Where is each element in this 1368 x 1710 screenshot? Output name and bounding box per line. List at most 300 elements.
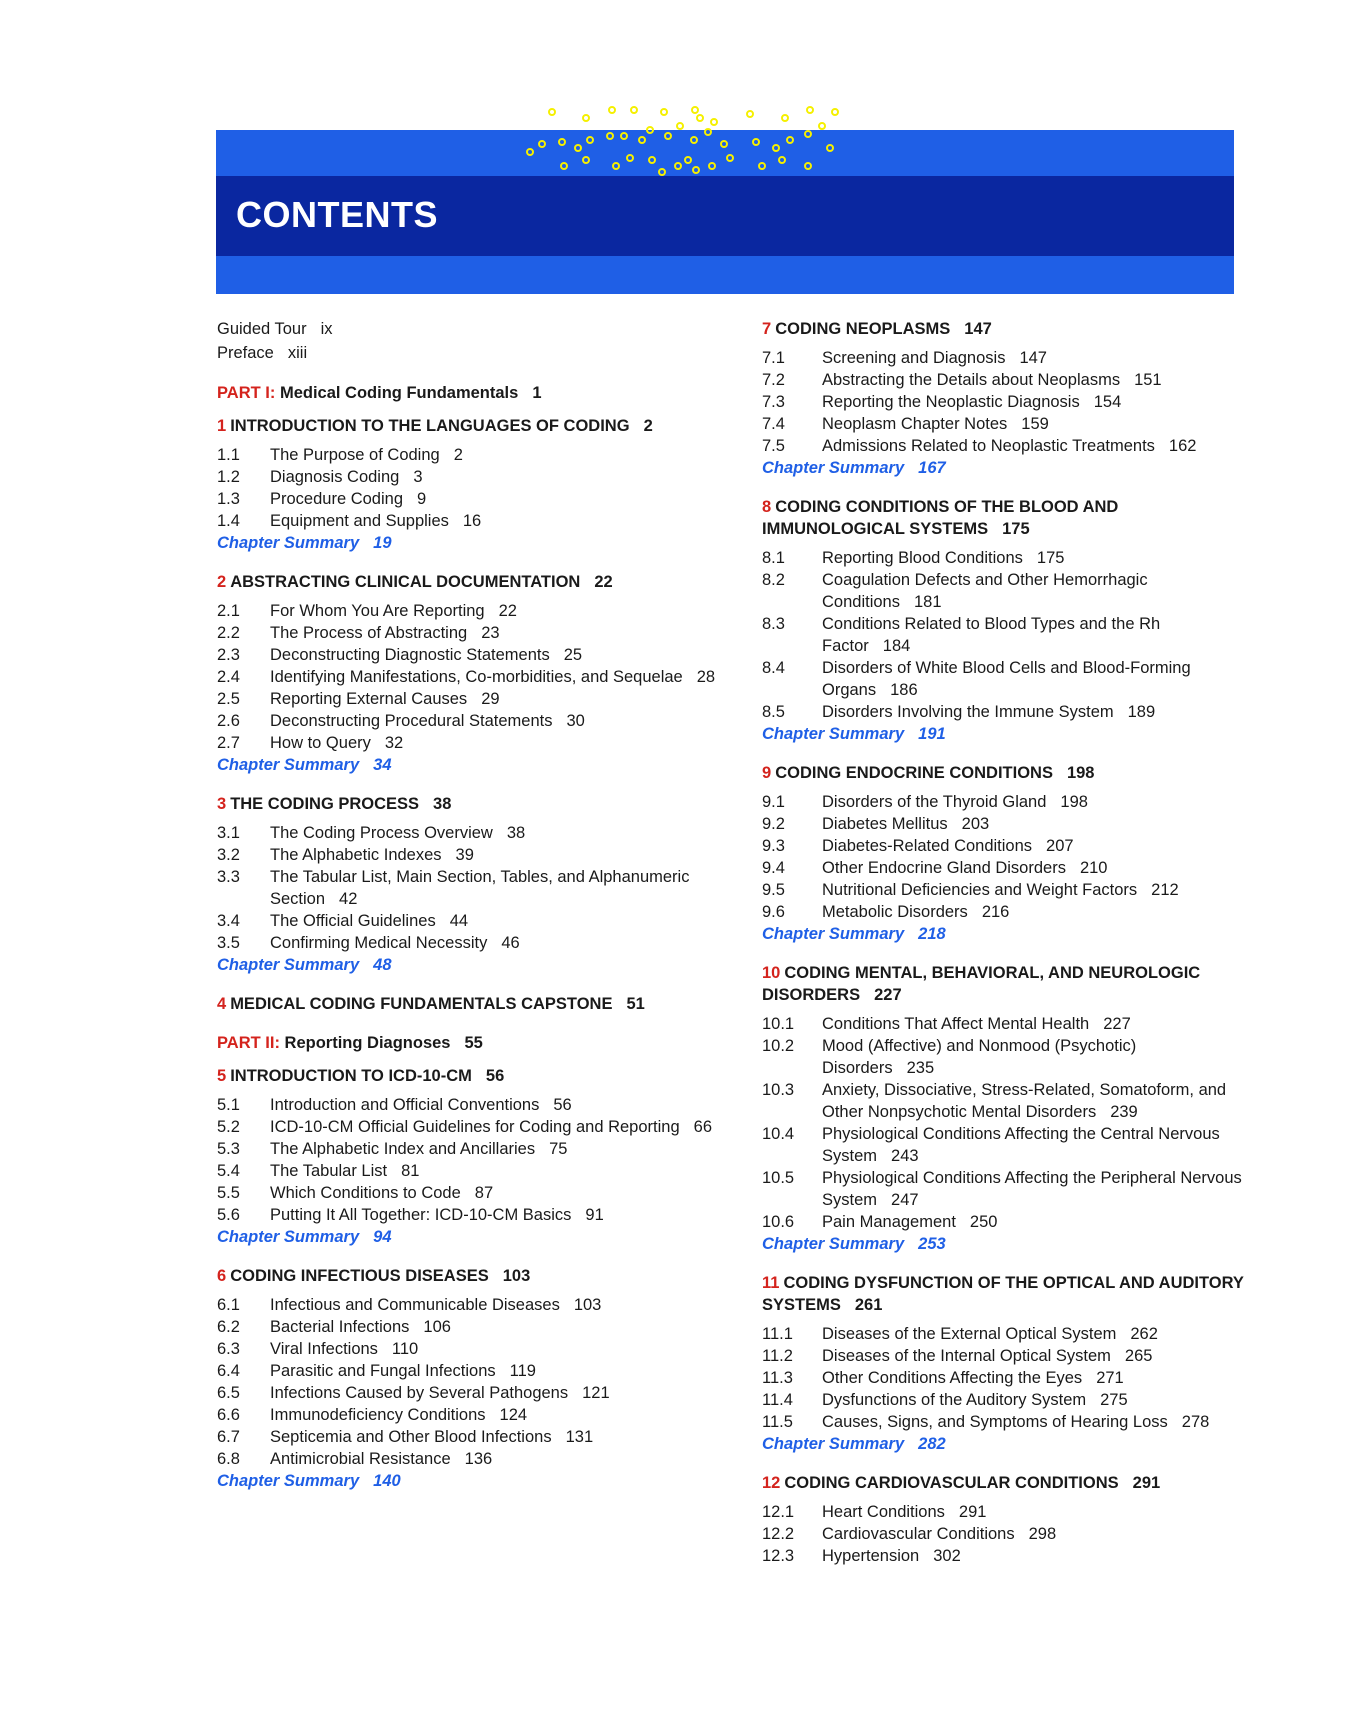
decorative-dot: [747, 111, 753, 117]
decorative-dot: [675, 163, 681, 169]
section-title: Conditions Related to Blood Types and the Rh Factor: [822, 615, 1161, 655]
section-title: The Coding Process Overview: [270, 824, 493, 842]
decorative-dot: [709, 163, 715, 169]
section-entry: [217, 466, 737, 488]
section-title-wrap: [270, 666, 737, 688]
section-number: 2.1: [217, 602, 240, 620]
chapter-number: 5: [217, 1067, 227, 1085]
section-entry: [217, 710, 737, 732]
section-entry: [217, 1116, 737, 1138]
toc-part-heading: [217, 1032, 737, 1054]
section-entry: [217, 1426, 737, 1448]
summary-page: 94: [373, 1228, 392, 1246]
decorative-dot: [692, 107, 698, 113]
section-title: How to Query: [270, 734, 371, 752]
chapter-page: 227: [874, 986, 902, 1004]
entry-page: xiii: [287, 344, 308, 362]
section-title-wrap: [822, 435, 1252, 457]
section-number: 8.4: [762, 659, 785, 677]
section-number: 5.2: [217, 1118, 240, 1136]
section-title-wrap: [270, 600, 737, 622]
chapter-title: CODING NEOPLASMS: [775, 320, 951, 338]
decorative-dot: [677, 123, 683, 129]
section-entry: [762, 1079, 1252, 1123]
section-entry: [762, 435, 1252, 457]
decorative-dot: [665, 133, 671, 139]
toc-chapter-block: [762, 318, 1252, 479]
section-title: The Purpose of Coding: [270, 446, 440, 464]
chapter-number: 8: [762, 498, 772, 516]
chapter-number: 2: [217, 573, 227, 591]
section-title: ICD-10-CM Official Guidelines for Coding and Reporting: [270, 1118, 680, 1136]
chapter-summary-link[interactable]: [217, 1226, 737, 1248]
section-page: 23: [481, 624, 500, 642]
decorative-dot: [819, 123, 825, 129]
section-title: Immunodeficiency Conditions: [270, 1406, 486, 1424]
section-number: 10.4: [762, 1125, 795, 1143]
section-page: 302: [933, 1547, 961, 1565]
section-number: 11.1: [762, 1325, 793, 1343]
summary-page: 253: [918, 1235, 946, 1253]
section-entry: [217, 688, 737, 710]
decorative-dot: [697, 115, 703, 121]
chapter-heading: [762, 762, 1252, 784]
decorative-dot: [779, 157, 785, 163]
section-page: 110: [391, 1340, 419, 1358]
section-page: 3: [413, 468, 423, 486]
decorative-dot: [609, 107, 615, 113]
section-title: Reporting the Neoplastic Diagnosis: [822, 393, 1080, 411]
section-title-wrap: [270, 1382, 737, 1404]
decorative-dot: [759, 163, 765, 169]
section-title-wrap: [822, 569, 1252, 613]
section-title-wrap: [822, 1035, 1252, 1079]
decorative-dot: [773, 145, 779, 151]
section-title-wrap: [822, 1211, 1252, 1233]
section-page: 154: [1093, 393, 1122, 411]
section-page: 29: [481, 690, 500, 708]
section-title: Reporting External Causes: [270, 690, 468, 708]
section-page: 44: [449, 912, 469, 930]
section-entry: [217, 1138, 737, 1160]
section-entry: [217, 844, 737, 866]
section-entry: [217, 910, 737, 932]
chapter-title: THE CODING PROCESS: [230, 795, 420, 813]
summary-label: Chapter Summary: [217, 1228, 360, 1246]
decorative-dot: [827, 145, 833, 151]
section-title-wrap: [822, 1013, 1252, 1035]
section-number: 2.6: [217, 712, 240, 730]
decorative-dot: [559, 139, 565, 145]
chapter-heading: [217, 793, 737, 815]
section-title-wrap: [270, 622, 737, 644]
section-page: 203: [961, 815, 990, 833]
section-title: Neoplasm Chapter Notes: [822, 415, 1008, 433]
section-number: 5.4: [217, 1162, 240, 1180]
section-title-wrap: [822, 1389, 1252, 1411]
banner-band-bottom: [216, 256, 1234, 294]
section-page: 136: [464, 1450, 493, 1468]
section-title-wrap: [822, 1123, 1252, 1167]
section-number: 10.2: [762, 1037, 795, 1055]
section-entry: [217, 622, 737, 644]
section-number: 9.2: [762, 815, 785, 833]
section-page: 56: [553, 1096, 572, 1114]
section-title: Introduction and Official Conventions: [270, 1096, 540, 1114]
section-page: 147: [1019, 349, 1047, 367]
decorative-dot: [621, 133, 627, 139]
chapter-page: 56: [485, 1067, 505, 1085]
section-number: 6.6: [217, 1406, 240, 1424]
section-number: 1.4: [217, 512, 240, 530]
toc-front-entry: [217, 318, 737, 340]
section-page: 184: [882, 637, 911, 655]
section-title: Hypertension: [822, 1547, 920, 1565]
section-entry: [762, 857, 1252, 879]
chapter-summary-link[interactable]: [217, 532, 737, 554]
chapter-page: 175: [1002, 520, 1030, 538]
section-entry: [762, 347, 1252, 369]
section-number: 6.8: [217, 1450, 240, 1468]
section-title: Admissions Related to Neoplastic Treatments: [822, 437, 1155, 455]
chapter-page: 261: [854, 1296, 883, 1314]
section-title: Parasitic and Fungal Infections: [270, 1362, 496, 1380]
section-entry: [762, 701, 1252, 723]
section-number: 11.3: [762, 1369, 793, 1387]
chapter-page: 147: [964, 320, 992, 338]
section-page: 28: [696, 668, 716, 686]
section-page: 271: [1096, 1369, 1124, 1387]
chapter-number: 9: [762, 764, 772, 782]
section-entry: [762, 1501, 1252, 1523]
section-title: The Alphabetic Index and Ancillaries: [270, 1140, 536, 1158]
section-number: 6.2: [217, 1318, 240, 1336]
chapter-heading: [762, 962, 1252, 1006]
section-page: 124: [499, 1406, 528, 1424]
section-title: The Tabular List: [270, 1162, 388, 1180]
section-page: 162: [1168, 437, 1197, 455]
section-title: Causes, Signs, and Symptoms of Hearing Loss: [822, 1413, 1168, 1431]
chapter-title: ABSTRACTING CLINICAL DOCUMENTATION: [230, 573, 581, 591]
section-title-wrap: [822, 1345, 1252, 1367]
toc-chapter-block: [217, 793, 737, 976]
section-entry: [217, 732, 737, 754]
section-number: 8.3: [762, 615, 785, 633]
chapter-number: 1: [217, 417, 227, 435]
summary-label: Chapter Summary: [762, 459, 905, 477]
section-number: 5.6: [217, 1206, 240, 1224]
toc-left-column: [217, 318, 737, 1509]
section-number: 2.5: [217, 690, 240, 708]
section-title: Coagulation Defects and Other Hemorrhagic Conditions: [822, 571, 1148, 611]
section-entry: [217, 1404, 737, 1426]
chapter-page: 291: [1132, 1474, 1161, 1492]
chapter-heading: [217, 415, 737, 437]
section-title: The Tabular List, Main Section, Tables, and Alphanumeric Section: [270, 868, 690, 908]
chapter-summary-link[interactable]: [762, 1433, 1252, 1455]
chapter-summary-link[interactable]: [217, 754, 737, 776]
part-page: 55: [464, 1034, 483, 1052]
decorative-dot: [805, 131, 811, 137]
section-title: Deconstructing Procedural Statements: [270, 712, 553, 730]
summary-label: Chapter Summary: [762, 1435, 905, 1453]
section-title-wrap: [822, 1323, 1252, 1345]
section-page: 298: [1028, 1525, 1057, 1543]
section-entry: [217, 1094, 737, 1116]
section-number: 2.4: [217, 668, 240, 686]
section-number: 2.7: [217, 734, 240, 752]
decorative-dot: [639, 137, 645, 143]
section-number: 11.5: [762, 1413, 793, 1431]
chapter-number: 10: [762, 964, 781, 982]
section-number: 9.4: [762, 859, 785, 877]
section-title-wrap: [270, 688, 737, 710]
section-entry: [762, 879, 1252, 901]
section-number: 8.1: [762, 549, 785, 567]
chapter-heading: [217, 1065, 737, 1087]
section-title: Diseases of the External Optical System: [822, 1325, 1117, 1343]
toc-chapter-block: [762, 1472, 1252, 1567]
chapter-summary-link[interactable]: [762, 457, 1252, 479]
section-number: 7.5: [762, 437, 785, 455]
section-number: 1.2: [217, 468, 240, 486]
section-title: Reporting Blood Conditions: [822, 549, 1023, 567]
section-page: 250: [969, 1213, 998, 1231]
chapter-heading: [762, 1472, 1252, 1494]
chapter-page: 2: [643, 417, 653, 435]
section-title-wrap: [270, 1338, 737, 1360]
section-number: 12.1: [762, 1503, 795, 1521]
section-title-wrap: [270, 1182, 737, 1204]
summary-label: Chapter Summary: [217, 1472, 360, 1490]
section-title-wrap: [822, 701, 1252, 723]
decorative-dot: [583, 157, 589, 163]
decorative-dot: [691, 137, 697, 143]
part-label: PART II:: [217, 1034, 280, 1052]
chapter-summary-link[interactable]: [217, 1470, 737, 1492]
decorative-dot: [685, 157, 691, 163]
section-number: 10.5: [762, 1169, 795, 1187]
summary-page: 140: [373, 1472, 401, 1490]
decorative-dot: [583, 115, 589, 121]
chapter-title: CODING INFECTIOUS DISEASES: [230, 1267, 489, 1285]
section-page: 22: [498, 602, 517, 620]
section-title-wrap: [270, 466, 737, 488]
section-page: 81: [401, 1162, 420, 1180]
section-page: 131: [565, 1428, 594, 1446]
section-title-wrap: [270, 910, 737, 932]
summary-page: 34: [373, 756, 392, 774]
section-title-wrap: [270, 1294, 737, 1316]
section-title-wrap: [270, 488, 737, 510]
section-entry: [217, 1204, 737, 1226]
section-number: 9.1: [762, 793, 785, 811]
section-number: 3.2: [217, 846, 240, 864]
section-entry: [217, 1382, 737, 1404]
section-title-wrap: [822, 879, 1252, 901]
section-page: 278: [1181, 1413, 1210, 1431]
section-title-wrap: [270, 1138, 737, 1160]
section-title: For Whom You Are Reporting: [270, 602, 485, 620]
section-entry: [762, 1013, 1252, 1035]
section-title: The Official Guidelines: [270, 912, 436, 930]
decorative-dot: [527, 149, 533, 155]
decorative-dot: [587, 137, 593, 143]
section-number: 5.3: [217, 1140, 240, 1158]
section-title-wrap: [270, 644, 737, 666]
section-page: 235: [906, 1059, 935, 1077]
summary-label: Chapter Summary: [762, 725, 905, 743]
section-title-wrap: [822, 1523, 1252, 1545]
section-entry: [762, 813, 1252, 835]
section-title: Viral Infections: [270, 1340, 378, 1358]
chapter-summary-link[interactable]: [762, 723, 1252, 745]
section-title: Metabolic Disorders: [822, 903, 968, 921]
section-number: 8.5: [762, 703, 785, 721]
section-page: 121: [582, 1384, 610, 1402]
section-title: Dysfunctions of the Auditory System: [822, 1391, 1087, 1409]
decorative-dot: [711, 119, 717, 125]
section-title: Infectious and Communicable Diseases: [270, 1296, 560, 1314]
section-page: 16: [462, 512, 482, 530]
section-page: 159: [1021, 415, 1049, 433]
chapter-summary-link[interactable]: [762, 923, 1252, 945]
decorative-dot: [705, 129, 711, 135]
section-number: 7.2: [762, 371, 785, 389]
decorative-dot: [575, 145, 581, 151]
section-title: Bacterial Infections: [270, 1318, 410, 1336]
section-entry: [762, 391, 1252, 413]
section-entry: [762, 901, 1252, 923]
toc-right-column: [762, 318, 1252, 1584]
section-title: Other Endocrine Gland Disorders: [822, 859, 1066, 877]
section-title-wrap: [270, 822, 737, 844]
summary-label: Chapter Summary: [762, 1235, 905, 1253]
chapter-number: 4: [217, 995, 227, 1013]
section-page: 291: [958, 1503, 987, 1521]
section-number: 6.5: [217, 1384, 240, 1402]
decorative-dot: [549, 109, 555, 115]
chapter-number: 11: [762, 1274, 780, 1292]
toc-chapter-block: [217, 415, 737, 554]
section-number: 3.5: [217, 934, 240, 952]
section-entry: [217, 666, 737, 688]
section-number: 5.1: [217, 1096, 240, 1114]
chapter-page: 38: [433, 795, 452, 813]
decorative-dot: [727, 155, 733, 161]
section-entry: [217, 1338, 737, 1360]
section-title-wrap: [822, 391, 1252, 413]
section-title-wrap: [822, 547, 1252, 569]
section-number: 9.5: [762, 881, 785, 899]
decorative-dot: [649, 157, 655, 163]
section-title: The Alphabetic Indexes: [270, 846, 442, 864]
decorative-dot: [787, 137, 793, 143]
section-title-wrap: [822, 857, 1252, 879]
section-title: Putting It All Together: ICD-10-CM Basics: [270, 1206, 572, 1224]
section-title-wrap: [270, 710, 737, 732]
section-number: 11.2: [762, 1347, 793, 1365]
section-title-wrap: [270, 1448, 737, 1470]
section-title: Deconstructing Diagnostic Statements: [270, 646, 550, 664]
section-title-wrap: [822, 901, 1252, 923]
decorative-dot: [805, 163, 811, 169]
decorative-dot: [661, 109, 667, 115]
section-title: Disorders Involving the Immune System: [822, 703, 1114, 721]
section-page: 9: [417, 490, 427, 508]
section-number: 10.3: [762, 1081, 795, 1099]
section-page: 151: [1134, 371, 1162, 389]
section-entry: [217, 866, 737, 910]
section-entry: [762, 1367, 1252, 1389]
section-title: Nutritional Deficiencies and Weight Factors: [822, 881, 1138, 899]
section-entry: [217, 644, 737, 666]
section-page: 243: [891, 1147, 919, 1165]
chapter-page: 22: [594, 573, 613, 591]
section-title: Identifying Manifestations, Co-morbidities, and Sequelae: [270, 668, 683, 686]
chapter-page: 198: [1066, 764, 1095, 782]
section-title: Screening and Diagnosis: [822, 349, 1006, 367]
section-title-wrap: [270, 1404, 737, 1426]
section-number: 6.4: [217, 1362, 240, 1380]
section-page: 210: [1079, 859, 1108, 877]
section-entry: [217, 1360, 737, 1382]
decorative-dot: [693, 167, 699, 173]
entry-title: Guided Tour: [217, 320, 307, 338]
toc-chapter-block: [217, 1065, 737, 1248]
section-title: Other Conditions Affecting the Eyes: [822, 1369, 1083, 1387]
section-page: 2: [453, 446, 463, 464]
section-entry: [217, 510, 737, 532]
section-number: 1.3: [217, 490, 240, 508]
summary-label: Chapter Summary: [217, 534, 360, 552]
chapter-summary-link[interactable]: [217, 954, 737, 976]
section-title-wrap: [822, 1079, 1252, 1123]
section-title: Abstracting the Details about Neoplasms: [822, 371, 1121, 389]
toc-part-heading: [217, 382, 737, 404]
section-page: 75: [549, 1140, 568, 1158]
chapter-title: INTRODUCTION TO THE LANGUAGES OF CODING: [230, 417, 630, 435]
section-number: 3.1: [217, 824, 240, 842]
section-page: 106: [423, 1318, 451, 1336]
section-title: Diabetes Mellitus: [822, 815, 948, 833]
section-title: Conditions That Affect Mental Health: [822, 1015, 1090, 1033]
section-page: 189: [1127, 703, 1156, 721]
part-title: Medical Coding Fundamentals: [279, 384, 519, 402]
toc-chapter-block: [762, 962, 1252, 1255]
chapter-page: 103: [502, 1267, 531, 1285]
section-page: 207: [1046, 837, 1074, 855]
decorative-dot: [631, 107, 637, 113]
section-entry: [217, 488, 737, 510]
chapter-summary-link[interactable]: [762, 1233, 1252, 1255]
section-title: Diagnosis Coding: [270, 468, 400, 486]
section-number: 6.3: [217, 1340, 240, 1358]
section-number: 6.7: [217, 1428, 240, 1446]
section-page: 32: [384, 734, 404, 752]
section-number: 9.3: [762, 837, 785, 855]
section-number: 12.3: [762, 1547, 795, 1565]
section-entry: [762, 1411, 1252, 1433]
section-number: 5.5: [217, 1184, 240, 1202]
section-entry: [762, 547, 1252, 569]
section-title-wrap: [270, 1094, 737, 1116]
section-entry: [762, 1211, 1252, 1233]
section-entry: [217, 1448, 737, 1470]
decorative-dot: [721, 141, 727, 147]
chapter-number: 12: [762, 1474, 781, 1492]
section-entry: [762, 569, 1252, 613]
